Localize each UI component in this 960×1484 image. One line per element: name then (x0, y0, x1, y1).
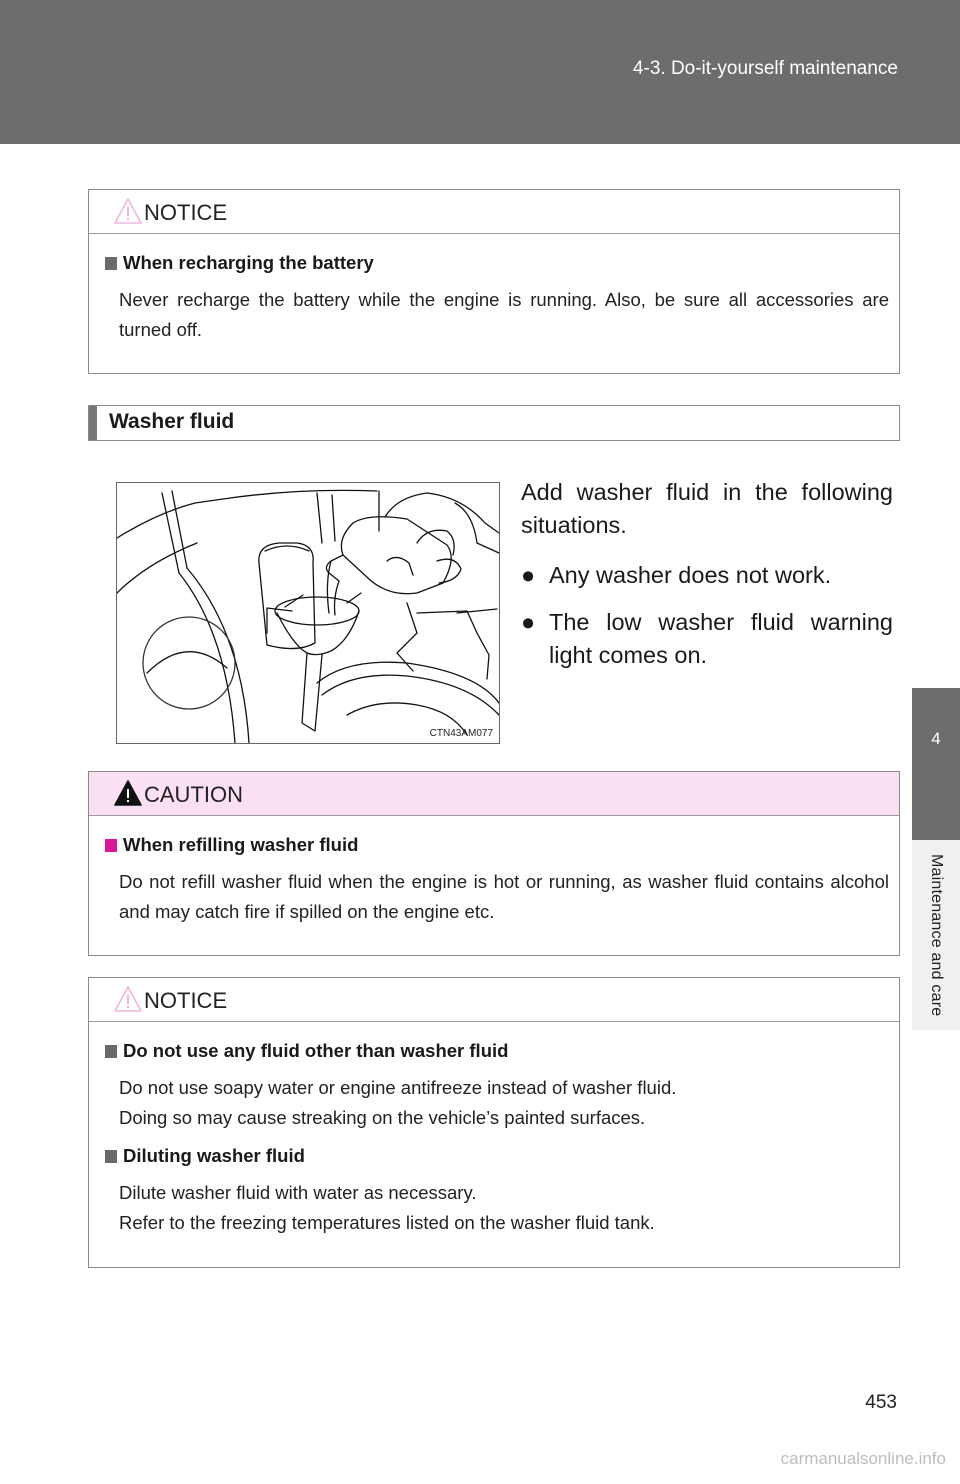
bullet-text: Any washer does not work. (549, 562, 832, 588)
chapter-tab[interactable] (912, 688, 960, 840)
header-band (0, 0, 960, 144)
illustration-drawing (117, 483, 499, 743)
notice-line: Dilute washer fluid with water as necessary. (119, 1182, 477, 1203)
caution-heading (105, 834, 889, 856)
bullet-item (521, 559, 893, 592)
notice-box-battery (88, 189, 900, 374)
notice-label: NOTICE (144, 200, 228, 225)
chapter-title: Maintenance and care (928, 853, 945, 1017)
heading-square-icon (105, 1150, 117, 1163)
caution-body: Do not refill washer fluid when the engine is hot or running, as washer fluid contains alcohol and may catch fire if spilled on the engine etc. (119, 871, 889, 922)
notice-heading (105, 1145, 889, 1167)
notice-body: Never recharge the battery while the engine is running. Also, be sure all accessories are turned off. (119, 289, 889, 340)
notice-header (89, 190, 899, 234)
warning-triangle-icon (113, 984, 143, 1014)
section-header: 4-3. Do-it-yourself maintenance (632, 58, 898, 79)
caution-box (88, 771, 900, 956)
caution-label: CAUTION (144, 782, 243, 807)
section-title-bar (88, 405, 900, 441)
bullet-item (521, 606, 893, 672)
section-accent (89, 406, 97, 440)
notice-heading (105, 1040, 889, 1062)
figure-code: CTN43AM077 (429, 728, 493, 739)
notice-line: Refer to the freezing temperatures listed on the washer fluid tank. (119, 1212, 655, 1233)
bullet-icon: ● (521, 609, 536, 635)
notice-header (89, 978, 899, 1022)
bullet-text: The low washer fluid warning light comes on. (549, 609, 893, 668)
washer-fluid-illustration (116, 482, 500, 744)
caution-header (89, 772, 899, 816)
notice-body (119, 1073, 889, 1133)
chapter-number: 4 (931, 729, 941, 748)
notice-line: Doing so may cause streaking on the vehicle’s painted surfaces. (119, 1107, 646, 1128)
heading-square-icon (105, 257, 117, 270)
page-number: 453 (865, 1392, 897, 1413)
warning-triangle-icon (113, 778, 143, 808)
warning-triangle-icon (113, 196, 143, 226)
section-title: Washer fluid (109, 410, 235, 433)
notice-heading-text: Do not use any fluid other than washer fluid (123, 1040, 509, 1061)
notice-line: Do not use soapy water or engine antifreeze instead of washer fluid. (119, 1077, 677, 1098)
watermark[interactable]: carmanualsonline.info (780, 1449, 946, 1468)
notice-label: NOTICE (144, 988, 228, 1013)
notice-heading (105, 252, 889, 274)
heading-square-icon (105, 839, 117, 852)
bullet-icon: ● (521, 562, 536, 588)
notice-box-fluid (88, 977, 900, 1268)
notice-heading-text: When recharging the battery (123, 252, 374, 273)
notice-body (119, 1178, 889, 1238)
notice-heading-text: Diluting washer fluid (123, 1145, 305, 1166)
caution-heading-text: When refilling washer fluid (123, 834, 359, 855)
intro-text: Add washer fluid in the following situations. (521, 479, 893, 538)
heading-square-icon (105, 1045, 117, 1058)
